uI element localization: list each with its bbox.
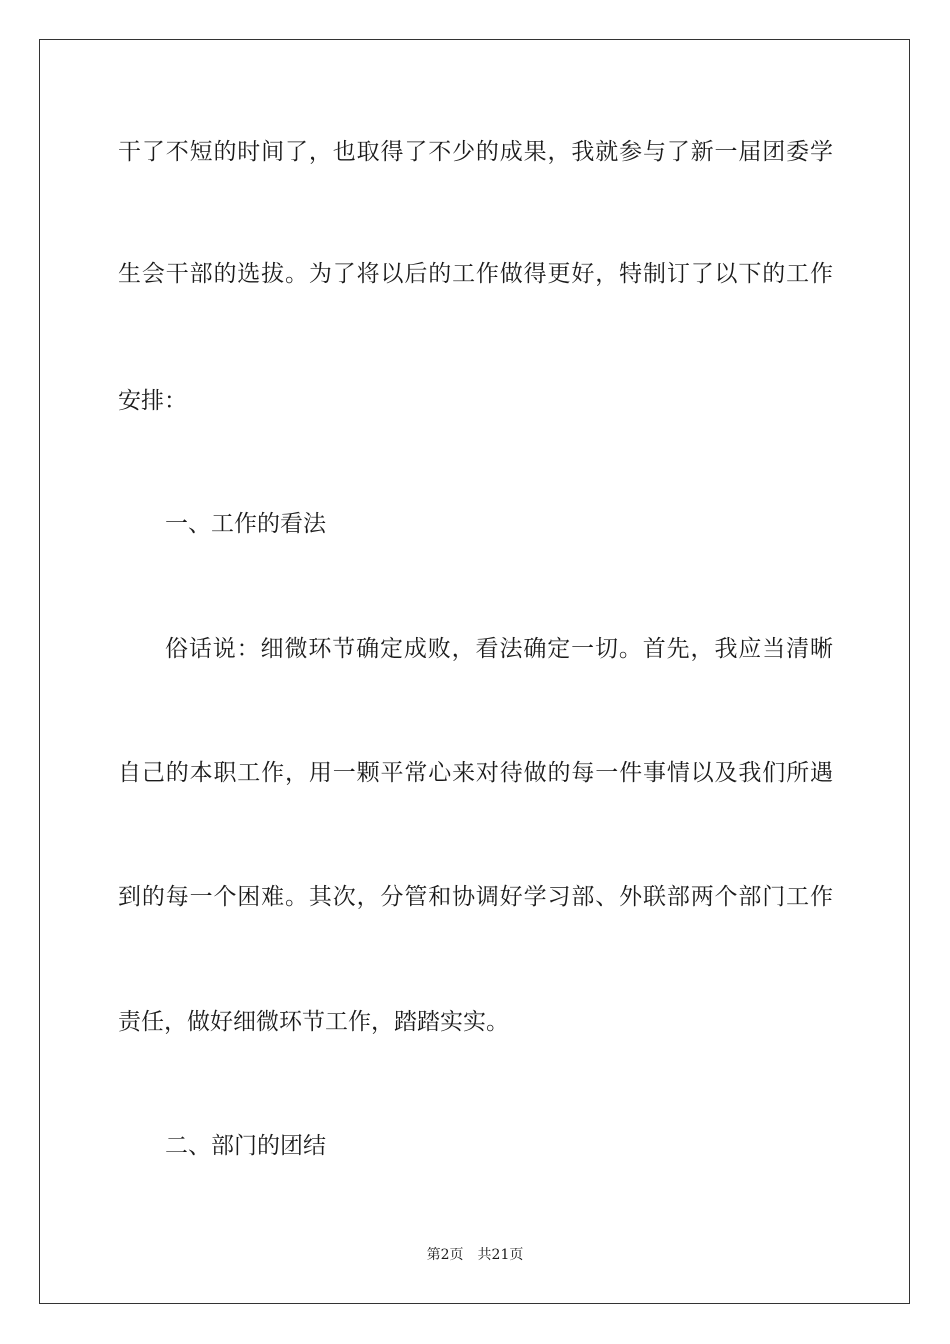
paragraph-line: 责任，做好细微环节工作，踏踏实实。 [118,1009,509,1035]
page-footer [0,1246,950,1264]
page-number: 第2页 [426,1247,464,1263]
paragraph-line: 俗话说：细微环节确定成败，看法确定一切。首先，我应当清晰 [165,636,833,662]
paragraph-line: 安排： [118,388,187,414]
paragraph-line: 干了不短的时间了，也取得了不少的成果，我就参与了新一届团委学 [118,139,833,165]
page-border [39,39,910,1304]
section-heading: 一、工作的看法 [165,511,326,537]
paragraph-line: 到的每一个困难。其次，分管和协调好学习部、外联部两个部门工作 [118,884,833,910]
paragraph-line: 生会干部的选拔。为了将以后的工作做得更好，特制订了以下的工作 [118,261,833,287]
page-total: 共21页 [477,1247,524,1263]
section-heading: 二、部门的团结 [165,1133,326,1159]
paragraph-line: 自己的本职工作，用一颗平常心来对待做的每一件事情以及我们所遇 [118,760,833,786]
